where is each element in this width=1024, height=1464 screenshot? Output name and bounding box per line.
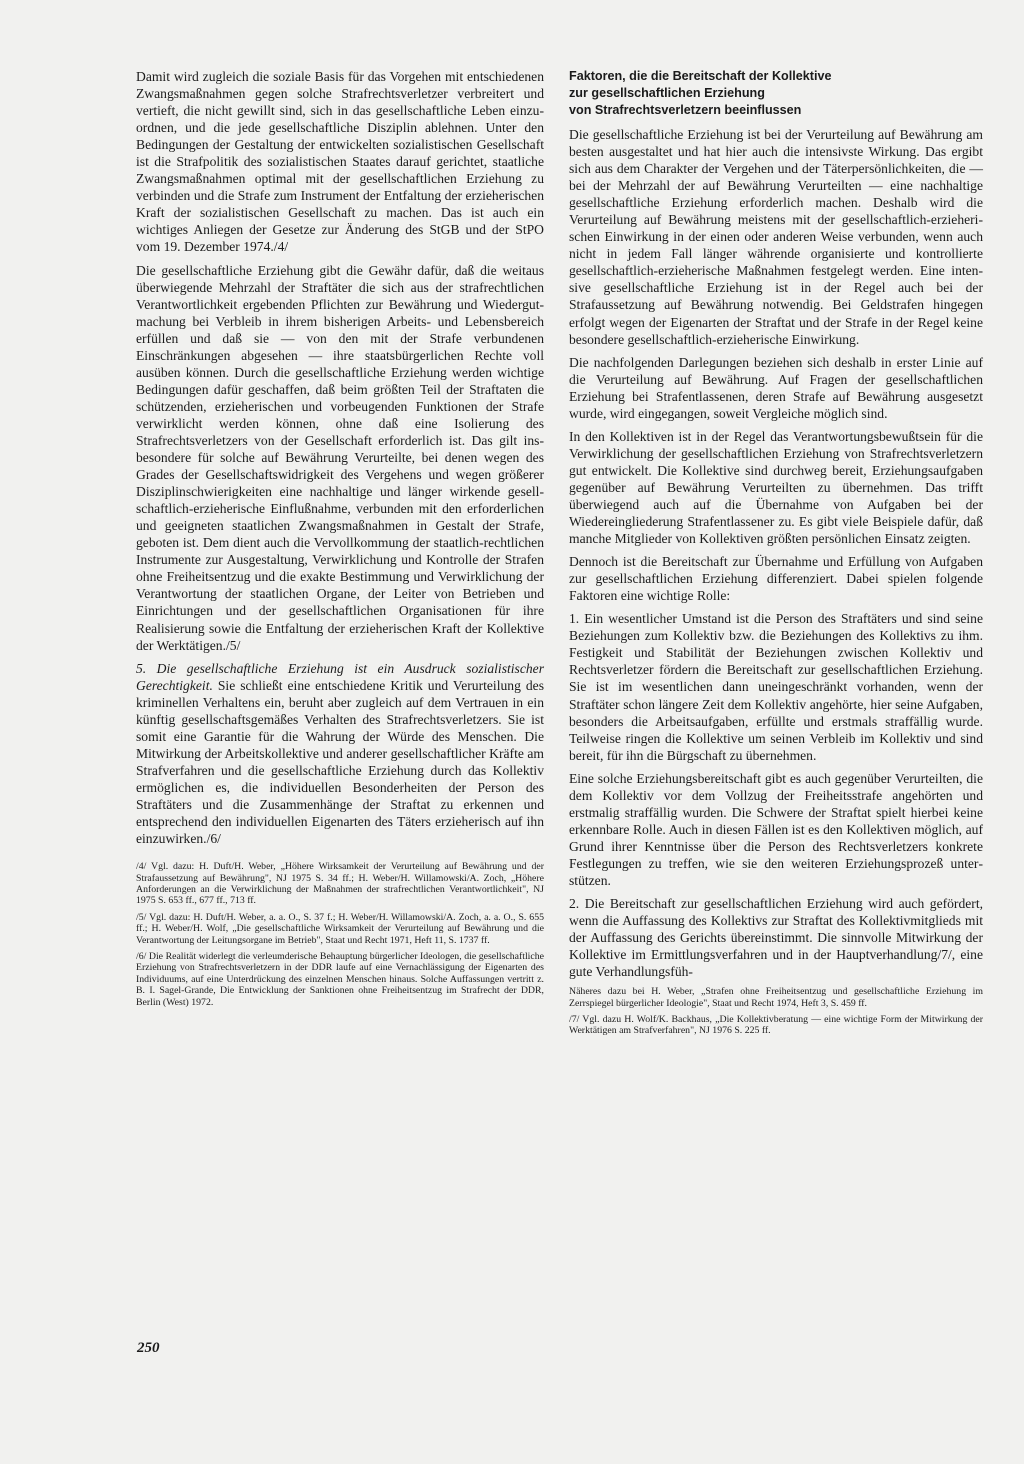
numbered-paragraph-1: 1. Ein wesentlicher Umstand ist die Person des Straftäters und sind seine Beziehungen zum Kollektiv bzw. die Beziehungen des Kollektivs zu ihm. Festigkeit und Stabilität der Beziehungen zwischen Kollektiv und Rechtsverletzer fördern die Bereitschaft zur gesellschaftlichen Erziehung. Sie ist im wesentlichen dann uneingeschränkt vorhanden, wenn der Straftäter schon längere Zeit dem Kollektiv angehörte, hier seine Aufgaben, besonders die Arbeitsaufgaben, erfüllte und erstmals straffällig wurde. Teilweise ringen die Kollektive um seinen Verbleib im Kollektiv und sind bereit, für ihn die Bürgschaft zu übernehmen. <box>569 611 983 763</box>
heading-line: zur gesellschaftlichen Erziehung <box>569 86 765 100</box>
body-paragraph: Damit wird zugleich die soziale Basis für das Vorgehen mit entschiedenen Zwangsmaßnahmen gegen solche Strafrechtsverletzer verbreitert und vertieft, die nicht gewillt sind, sich in das gesellschaftliche Leben einzuordnen, und die jede gesellschaftliche Disziplin ablehnen. Unter den Bedingungen der Gestaltung der entwickelten sozialistischen Gesellschaft ist die Strafpolitik des sozialistischen Staates darauf gerichtet, staatliche Zwangsmaßnahmen optimal mit der gesellschaftlichen Erziehung zu verbinden und die Strafe zum Instrument der Entfaltung der erzieherischen Kraft der sozialistischen Gesellschaft zu machen. Das ist auch ein wichtiges Anliegen der Gesetze zur Änderung des StGB und der StPO vom 19. Dezember 1974./4/ <box>136 69 544 255</box>
right-column <box>569 68 983 1042</box>
italic-thesis: 5. Die gesellschaftliche Erziehung ist ein Ausdruck sozialistischer Gerechtigkeit. <box>136 660 544 693</box>
body-paragraph: In den Kollektiven ist in der Regel das Verantwortungsbewußtsein für die Verwirklichung der gesellschaftlichen Erziehung von Strafrechtsverletzern gut entwickelt. Die Kollektive sind durchweg bereit, Erziehungsaufgaben gegenüber auf Bewährung Verurteilten zu übernehmen. Das trifft überwiegend auch auf die Übernahme von Aufgaben bei der Wiedereingliederung Strafentlassener zu. Es gibt viele Beispiele dafür, daß manche Mitglieder von Kollektiven größten persönlichen Einsatz zeigten. <box>569 428 983 547</box>
section-heading <box>569 68 983 119</box>
body-paragraph: Die gesellschaftliche Erziehung gibt die Gewähr dafür, daß die weitaus überwiegende Mehrzahl der Straftäter die sich aus der strafrechtlichen Verantwortlichkeit ergebenden Pflichten zur Bewährung und Wiedergutmachung bei Verbleib in ihrem bisherigen Arbeits- und Lebensbereich erfüllen und daß sie — von den mit der Strafe verbundenen Einschränkungen abgesehen — ihre staatsbürgerlichen Rechte voll ausüben können. Durch die gesellschaftliche Erziehung werden wichtige Bedingungen dafür geschaffen, daß beim größten Teil der Straftaten die schützenden, erzieherischen und vorbeugenden Funktionen der Strafe verwirklicht werden können, ohne daß eine Isolierung des Strafrechtsverletzers von der Gesellschaft erforderlich ist. Das gilt insbesondere für solche auf Bewährung Verurteilte, bei denen wegen des Grades der Gesellschaftswidrigkeit des Vergehens und wegen größerer Disziplinschwierigkeiten eine nachhaltige und länger wirkende gesellschaftlich-erzieherische Einflußnahme, verbunden mit den erforderlichen und geeigneten staatlichen Zwangsmaßnahmen in Gestalt der Strafe, geboten ist. Dem dient auch die Vervollkommung der staatlich-rechtlichen Instrumente zur Ausgestaltung, Verwirklichung und Kontrolle der Strafen ohne Freiheitsentzug und die exakte Bestimmung und Verwirklichung der Verantwortung der staatlichen Organe, der Leiter von Betrieben und Einrichtungen und der gesellschaftlichen Organisationen für ihre Realisierung sowie die Entfaltung der erzieherischen Kraft der Kollektive der Werktätigen./5/ <box>136 262 544 653</box>
heading-line: Faktoren, die die Bereitschaft der Kollektive <box>569 69 832 83</box>
paragraph-continuation: Sie schließt eine entschiedene Kritik und Verurteilung des kriminellen Verhaltens ein, beruht aber zugleich auf dem Vertrauen in ein künftig gesellschaftsgemäßes Verhalten des Strafrechtsverletzers. Sie ist somit eine Garantie für die Wahrung der Würde des Menschen. Die Mitwirkung der Arbeitskollektive und anderer gesellschaftlicher Kräfte am Strafverfahren und die gesellschaftliche Erziehung durch das Kollektiv ermöglichen es, die individuellen Besonderheiten der Person des Straftäters und die Zusammenhänge der Straftat zu erkennen und entsprechend den individuellen Eigenarten des Täters erzieherisch auf ihn einzuwirken./6/ <box>136 677 544 847</box>
footnote-7: /7/ Vgl. dazu H. Wolf/K. Backhaus, „Die Kollektivberatung — eine wichtige Form der Mitwirkung der Werktätigen am Strafverfahren", NJ 1976 S. 225 ff. <box>569 1014 983 1037</box>
footnotes-right <box>569 986 983 1037</box>
footnote-6-continued: Näheres dazu bei H. Weber, „Strafen ohne Freiheitsentzug und gesellschaftliche Erziehung im Zerrspiegel bürgerlicher Ideologie", Staat und Recht 1974, Heft 3, S. 459 ff. <box>569 986 983 1009</box>
left-column <box>136 68 544 1013</box>
numbered-paragraph-5 <box>136 660 544 848</box>
numbered-paragraph-2: 2. Die Bereitschaft zur gesellschaftlichen Erziehung wird auch gefördert, wenn die Auffassung des Kollektivs zur Straftat des Kollektivmitglieds mit der Auffassung des Gerichts übereinstimmt. Die sinnvolle Mitwirkung der Kollektive im Ermittlungsverfahren und in der Hauptverhandlung/7/, eine gute Verhandlungsfüh- <box>569 896 983 980</box>
page-number: 250 <box>137 1340 160 1356</box>
footnote-5: /5/ Vgl. dazu: H. Duft/H. Weber, a. a. O., S. 37 f.; H. Weber/H. Willamowski/A. Zoch, a. a. O., S. 655 ff.; H. Weber/H. Wolf, „Die gesellschaftliche Wirksamkeit der Verurteilung auf Bewährung und die Verantwortung der Leitungsorgane im Betrieb", Staat und Recht 1971, Heft 11, S. 1737 ff. <box>136 911 544 946</box>
heading-line: von Strafrechtsverletzern beeinflussen <box>569 103 802 117</box>
body-paragraph: Eine solche Erziehungsbereitschaft gibt es auch gegenüber Verurteilten, die dem Kollektiv vor dem Vollzug der Freiheitsstrafe angehörten und erstmalig straffällig wurden. Die Schwere der Straftat spielt hierbei keine erkennbare Rolle. Auch in diesen Fällen ist es den Kollektiven möglich, auf Grund ihrer Kenntnisse über die Person des Rechtsverletzers konkrete Festlegungen zu treffen, wie sie den weiteren Erziehungsprozeß unterstützen. <box>569 770 983 888</box>
footnotes-left <box>136 861 544 1008</box>
body-paragraph: Die nachfolgenden Darlegungen beziehen sich deshalb in erster Linie auf die Verurteilung auf Bewährung. Auf Fragen der gesellschaftlichen Erziehung bei Strafentlassenen, deren Strafe auf Bewährung ausgesetzt wurde, wird eingegangen, soweit Vergleiche möglich sind. <box>569 354 983 421</box>
body-paragraph: Dennoch ist die Bereitschaft zur Übernahme und Erfüllung von Aufgaben zur gesellschaftlichen Erziehung differenziert. Dabei spielen folgende Faktoren eine wichtige Rolle: <box>569 554 983 604</box>
body-paragraph: Die gesellschaftliche Erziehung ist bei der Verurteilung auf Bewährung am besten ausgestaltet und hat hier auch die intensivste Wirkung. Das ergibt sich aus dem Charakter der Vergehen und der Täterpersönlichkeiten, die — bei der Mehrzahl der auf Bewährung Verurteilten — eine nachhaltige gesellschaftliche Erziehung erforderlich machen. Deshalb wird die Verurteilung auf Bewährung meistens mit der gesellschaftlich-erzieherischen Einwirkung in der einen oder anderen Weise verbunden, wenn auch nicht in jedem Fall länger währende organisierte und kontrollierte gesellschaftlich-erzieherische Maßnahmen festgelegt werden. Eine intensive gesellschaftliche Erziehung ist in der Regel auch bei der Strafaussetzung auf Bewährung notwendig. Bei Geldstrafen hingegen erfolgt wegen der Eigenarten der Straftat und der Strafe in der Regel keine besondere gesellschaftlich-erzieherische Einwirkung. <box>569 127 983 347</box>
footnote-4: /4/ Vgl. dazu: H. Duft/H. Weber, „Höhere Wirksamkeit der Verurteilung auf Bewährung und der Strafaussetzung auf Bewährung", NJ 1975 S. 34 ff.; H. Weber/H. Willamowski/A. Zoch, „Höhere Anforderungen an die Verwirklichung der Maßnahmen der strafrechtlichen Verantwortlichkeit", NJ 1975 S. 653 ff., 677 ff., 713 ff. <box>136 861 544 907</box>
footnote-6: /6/ Die Realität widerlegt die verleumderische Behauptung bürgerlicher Ideologen, die gesellschaftliche Erziehung von Strafrechtsverletzern in der DDR laufe auf eine Vernachlässigung der Eigenarten des Individuums, auf eine Unterdrückung des einzelnen Menschen hinaus. Solche Auffassungen vertritt z. B. I. Sagel-Grande, Die Entwicklung der Sanktionen ohne Freiheitsentzug im Strafrecht der DDR, Berlin (West) 1972. <box>136 950 544 1008</box>
